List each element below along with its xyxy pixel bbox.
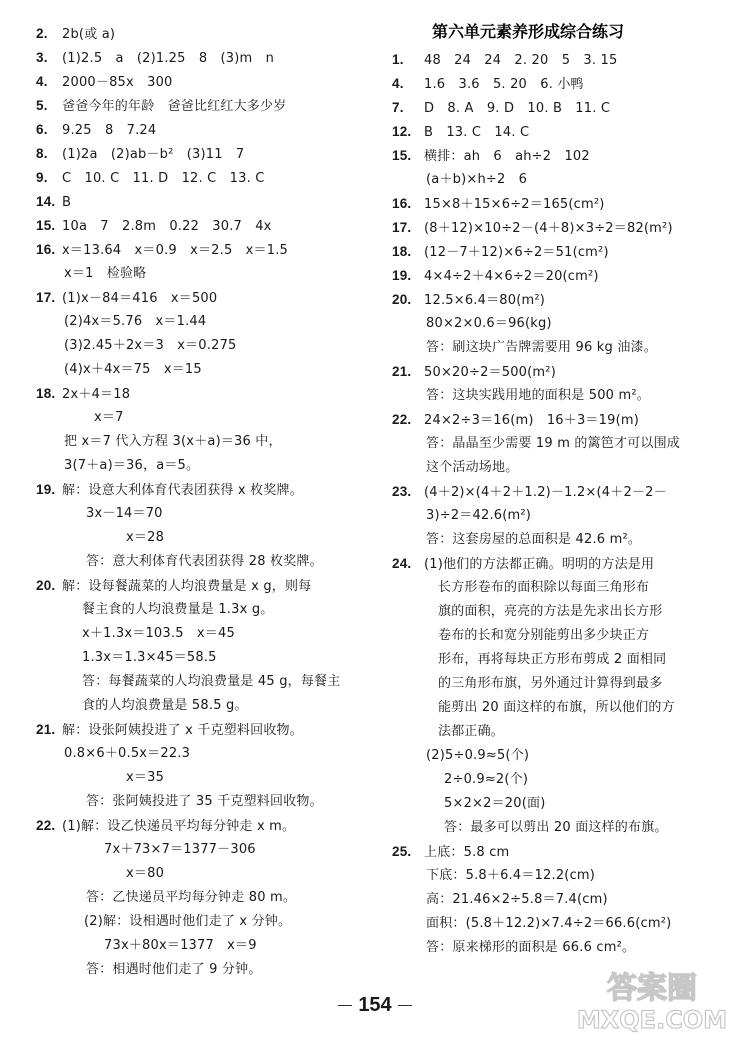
question-number: 19. [392,268,412,283]
question-number: 2. [36,26,48,41]
question-number: 15. [36,218,56,233]
answer-text: 答：最多可以剪出 20 面这样的布旗。 [444,820,668,835]
answer-text: (4)x＋4x＝75 x＝15 [64,362,202,377]
answer-line [36,122,156,139]
answer-line [94,410,124,426]
question-number: 4. [36,74,48,89]
answer-line [426,868,595,884]
answer-text: 旗的面积，亮亮的方法是先求出长方形 [438,604,663,619]
answer-text: 2b(或 a) [62,27,116,42]
answer-line [36,722,303,739]
answer-text: 3x－14＝70 [86,506,163,521]
answer-line [86,890,296,906]
answer-line [82,602,274,618]
answer-line [392,292,545,309]
answer-text: x＝1 检验略 [64,266,147,281]
answer-line [84,914,291,930]
answer-text: 长方形卷布的面积除以每面三角形布 [438,580,650,595]
answer-text: 50×20÷2＝500(m²) [424,365,556,380]
question-number: 12. [392,124,412,139]
answer-line [426,316,552,332]
answer-line [64,362,202,378]
answer-text: B [62,195,72,210]
question-number: 1. [392,52,404,67]
answer-text: 答：乙快递员平均每分钟走 80 m。 [86,890,297,905]
answer-line [64,314,206,330]
answer-line [444,796,545,812]
answer-line [426,340,657,356]
question-number: 20. [36,578,56,593]
answer-line [64,746,190,762]
answer-text: 答：每餐蔬菜的人均浪费量是 45 g，每餐主 [82,674,341,689]
answer-line [438,580,649,596]
answer-text: 上底：5.8 cm [424,845,510,860]
answer-text: 爸爸今年的年龄 爸爸比红红大多少岁 [62,99,287,114]
question-number: 16. [392,196,412,211]
answer-line [438,628,649,644]
answer-line [392,268,599,285]
answer-line [36,818,295,835]
answer-text: 答：这套房屋的总面积是 42.6 m²。 [426,532,642,547]
answer-line [438,724,504,740]
answer-line [426,436,680,452]
answer-line [392,844,509,861]
answer-text: 答：这块实践用地的面积是 500 m²。 [426,388,650,403]
answer-text: 4×4÷2＋4×6÷2＝20(cm²) [424,269,599,284]
answer-text: x＝13.64 x＝0.9 x＝2.5 x＝1.5 [62,243,289,258]
answer-text: 解：设意大利体育代表团获得 x 枚奖牌。 [62,483,303,498]
question-number: 14. [36,194,56,209]
answer-text: 73x＋80x＝1377 x＝9 [104,938,257,953]
answer-text: 10a 7 2.8m 0.22 30.7 4x [62,219,272,234]
answer-text: 横排：ah 6 ah÷2 102 [424,149,590,164]
answer-text: (a＋b)×h÷2 6 [426,172,528,187]
page-number: 154 [332,994,417,1017]
answer-line [392,196,605,213]
answer-line [438,652,666,668]
answer-text: 15×8＋15×6÷2＝165(cm²) [424,197,605,212]
answer-line [392,220,673,237]
answer-line [126,866,164,882]
answer-text: 48 24 24 2. 20 5 3. 15 [424,53,618,68]
answer-text: 12.5×6.4＝80(m²) [424,293,546,308]
answer-text: (2)4x＝5.76 x＝1.44 [64,314,207,329]
answer-text: 解：设每餐蔬菜的人均浪费量是 x g，则每 [62,579,312,594]
answer-text: 答：原来梯形的面积是 66.6 cm²。 [426,940,636,955]
question-number: 6. [36,122,48,137]
answer-line [104,938,257,954]
answer-text: 答：刷这块广告牌需要用 96 kg 油漆。 [426,340,657,355]
answer-line [36,146,244,163]
question-number: 3. [36,50,48,65]
answer-line [36,170,265,187]
answer-text: 1.3x＝1.3×45＝58.5 [82,650,217,665]
question-number: 7. [392,100,404,115]
answer-line [392,100,610,117]
answer-text: D 8. A 9. D 10. B 11. C [424,101,611,116]
answer-text: (1)x－84＝416 x＝500 [62,291,218,306]
answer-text: 5×2×2＝20(面) [444,796,546,811]
answer-line [426,892,608,908]
answer-text: 把 x＝7 代入方程 3(x＋a)＝36 中， [64,434,282,449]
answer-text: 1.6 3.6 5. 20 6. 小鸭 [424,77,584,92]
answer-text: x＝35 [126,770,165,785]
answer-text: C 10. C 11. D 12. C 13. C [62,171,265,186]
answer-text: x＝80 [126,866,165,881]
answer-line [392,484,667,501]
answer-text: 7x＋73×7＝1377－306 [104,842,256,857]
answer-text: 答：张阿姨投进了 35 千克塑料回收物。 [86,794,323,809]
question-number: 19. [36,482,56,497]
answer-line [438,676,662,692]
answer-text: (2)解：设相遇时他们走了 x 分钟。 [84,914,292,929]
answer-text: 3(7＋a)＝36，a＝5。 [64,458,200,473]
answer-line [64,266,146,282]
answer-line [426,460,518,476]
answer-line [82,626,235,642]
answer-line [36,242,288,259]
answer-text: (4＋2)×(4＋2＋1.2)－1.2×(4＋2－2－ [424,485,667,500]
question-number: 8. [36,146,48,161]
question-number: 18. [36,386,56,401]
question-number: 15. [392,148,412,163]
answer-line [392,124,529,141]
answer-text: 高：21.46×2÷5.8＝7.4(cm) [426,892,608,907]
question-number: 17. [392,220,412,235]
answer-line [86,506,163,522]
question-number: 25. [392,844,412,859]
question-number: 22. [392,412,412,427]
question-number: 23. [392,484,412,499]
answer-text: 面积：(5.8＋12.2)×7.4÷2＝66.6(cm²) [426,916,672,931]
watermark-logo [562,964,742,1036]
answer-line [426,916,671,932]
answer-line [426,172,527,188]
answer-text: 80×2×0.6＝96(kg) [426,316,552,331]
answer-line [426,940,635,956]
answer-text: x＋1.3x＝103.5 x＝45 [82,626,235,641]
answer-line [126,770,164,786]
answer-text: 解：设张阿姨投进了 x 千克塑料回收物。 [62,723,303,738]
answer-line [104,842,256,858]
question-number: 9. [36,170,48,185]
answer-line [392,244,609,261]
answer-line [426,508,531,524]
question-number: 24. [392,556,412,571]
question-number: 20. [392,292,412,307]
answer-line [64,458,199,474]
answer-text: (1)2.5 a (2)1.25 8 (3)m n [62,51,275,66]
answer-text: 2x＋4＝18 [62,387,131,402]
answer-line [36,482,303,499]
answer-text: x＝28 [126,530,165,545]
question-number: 5. [36,98,48,113]
answer-line [392,76,584,93]
answer-text: x＝7 [94,410,124,425]
answer-text: 法都正确。 [438,724,505,739]
answer-text: (12－7＋12)×6÷2＝51(cm²) [424,245,609,260]
answer-line [426,388,650,404]
answer-line [86,554,323,570]
answer-text: 9.25 8 7.24 [62,123,157,138]
answer-text: 2÷0.9≈2(个) [444,772,529,787]
answer-text: 形布，再将每块正方形布剪成 2 面相同 [438,652,667,667]
answer-text: 答：晶晶至少需要 19 m 的篱笆才可以围成 [426,436,681,451]
answer-line [392,148,590,165]
answer-line [36,386,130,403]
answer-line [392,412,639,429]
answer-text: 卷布的长和宽分别能剪出多少块正方 [438,628,650,643]
answer-line [392,364,556,381]
answer-text: (8＋12)×10÷2－(4＋8)×3÷2＝82(m²) [424,221,673,236]
answer-text: (2)5÷0.9≈5(个) [426,748,530,763]
answer-line [64,338,237,354]
answer-line [86,962,262,978]
answer-line [36,74,173,91]
answer-text: 24×2÷3＝16(m) 16＋3＝19(m) [424,413,639,428]
answer-text: 答：相遇时他们走了 9 分钟。 [86,962,262,977]
answer-line [36,98,286,115]
answer-line [438,604,662,620]
answer-line [126,530,164,546]
question-number: 17. [36,290,56,305]
answer-line [444,820,668,836]
question-number: 21. [392,364,412,379]
answer-text: (1)解：设乙快递员平均每分钟走 x m。 [62,819,296,834]
answer-line [444,772,528,788]
answer-text: 0.8×6＋0.5x＝22.3 [64,746,191,761]
answer-text: 餐主食的人均浪费量是 1.3x g。 [82,602,274,617]
svg-text:MXQE.COM: MXQE.COM [576,1006,728,1034]
answer-line [438,700,675,716]
answer-text: (1)他们的方法都正确。明明的方法是用 [424,557,655,572]
answer-line [36,50,274,67]
answer-text: 下底：5.8＋6.4＝12.2(cm) [426,868,596,883]
svg-text:答案圈: 答案圈 [607,971,697,1006]
answer-line [36,26,115,43]
answer-line [64,434,282,450]
answer-text: 这个活动场地。 [426,460,519,475]
answer-text: 食的人均浪费量是 58.5 g。 [82,698,248,713]
answer-line [86,794,323,810]
question-number: 4. [392,76,404,91]
question-number: 18. [392,244,412,259]
answer-line [82,650,217,666]
answer-line [36,290,217,307]
answer-text: 的三角形布旗，另外通过计算得到最多 [438,676,663,691]
answer-line [36,218,272,235]
answer-line [36,194,71,211]
answer-text: 3)÷2＝42.6(m²) [426,508,532,523]
answer-text: B 13. C 14. C [424,125,530,140]
answer-text: 能剪出 20 面这样的布旗，所以他们的方 [438,700,675,715]
answer-line [392,556,654,573]
answer-line [36,578,311,595]
answer-text: (1)2a (2)ab－b² (3)11 7 [62,147,245,162]
answer-text: 2000－85x 300 [62,75,173,90]
answer-text: 答：意大利体育代表团获得 28 枚奖牌。 [86,554,323,569]
question-number: 22. [36,818,56,833]
answer-line [82,674,340,690]
question-number: 21. [36,722,56,737]
answer-line [426,532,641,548]
question-number: 16. [36,242,56,257]
section-heading: 第六单元素养形成综合练习 [432,22,625,41]
answer-line [392,52,617,69]
answer-line [426,748,529,764]
answer-line [82,698,248,714]
answer-text: (3)2.45＋2x＝3 x＝0.275 [64,338,237,353]
